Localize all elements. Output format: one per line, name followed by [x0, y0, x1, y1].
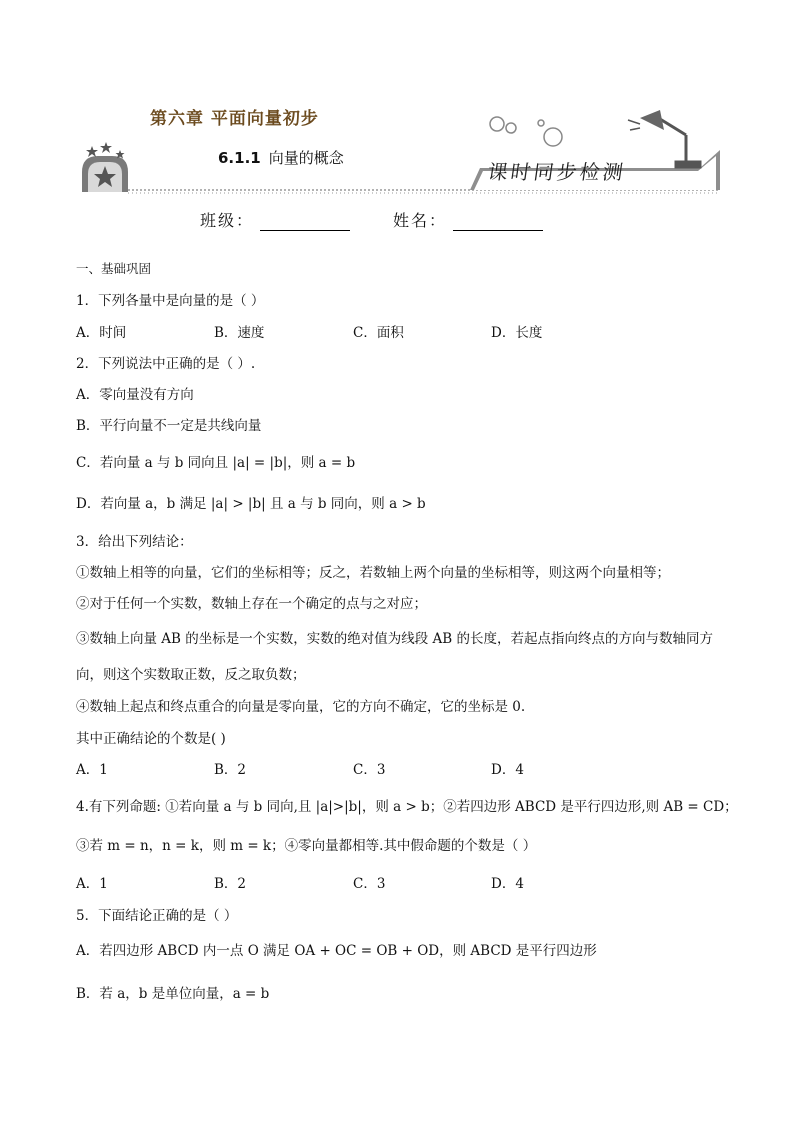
- q5-stem: 5．下面结论正确的是（ ）: [76, 908, 238, 924]
- q4-option-a: A．1: [76, 876, 108, 892]
- q2-option-a: A．零向量没有方向: [76, 387, 194, 403]
- q3-option-a: A．1: [76, 762, 108, 778]
- q5-option-b: B．若 a，b 是单位向量，a = b: [76, 986, 270, 1002]
- q3-option-c: C．3: [353, 762, 386, 778]
- q4-option-d: D．4: [491, 876, 524, 892]
- q2-option-d: D．若向量 a，b 满足 |a| > |b| 且 a 与 b 同向，则 a > b: [76, 496, 426, 512]
- section-name: 向量的概念: [268, 149, 344, 167]
- q1-option-a: A．时间: [76, 325, 127, 341]
- q3-option-d: D．4: [491, 762, 524, 778]
- header-banner: [0, 0, 794, 200]
- name-blank[interactable]: [453, 212, 543, 231]
- q2-option-c: C．若向量 a 与 b 同向且 |a| = |b|，则 a = b: [76, 455, 356, 471]
- q2-stem: 2．下列说法中正确的是（ ）.: [76, 356, 256, 372]
- section-number: 6.1.1: [218, 149, 261, 167]
- q4-option-c: C．3: [353, 876, 386, 892]
- q4-option-b: B．2: [214, 876, 247, 892]
- brand-title: 课时同步检测: [486, 160, 628, 184]
- desk-lamp-icon: [628, 110, 700, 167]
- q4-line-1: 4.有下列命题: ①若向量 a 与 b 同向,且 |a|>|b|，则 a > b；②若四边形 ABCD 是平行四边形,则 AB = CD；: [76, 799, 738, 815]
- section-title: [218, 147, 344, 168]
- class-label: 班级：: [200, 211, 255, 230]
- q5-option-a: A．若四边形 ABCD 内一点 O 满足 OA + OC = OB + OD，则 ABCD 是平行四边形: [76, 943, 597, 959]
- bubbles-icon: [490, 117, 562, 146]
- class-blank[interactable]: [260, 212, 350, 231]
- q3-statement-2: ②对于任何一个实数，数轴上存在一个确定的点与之对应；: [76, 596, 427, 612]
- class-field: [200, 208, 350, 231]
- q2-option-b: B．平行向量不一定是共线向量: [76, 418, 262, 434]
- q3-statement-4: ④数轴上起点和终点重合的向量是零向量，它的方向不确定，它的坐标是 0.: [76, 699, 526, 715]
- q3-ask: 其中正确结论的个数是( ): [76, 731, 226, 747]
- q3-statement-1: ①数轴上相等的向量，它们的坐标相等；反之，若数轴上两个向量的坐标相等，则这两个向量相等；: [76, 565, 670, 581]
- name-label: 姓名：: [393, 211, 448, 230]
- q1-option-c: C．面积: [353, 325, 404, 341]
- q1-stem: 1．下列各量中是向量的是（ ）: [76, 293, 265, 309]
- q3-statement-3: ③数轴上向量 AB 的坐标是一个实数，实数的绝对值为线段 AB 的长度，若起点指向终点的方向与数轴同方: [76, 631, 714, 647]
- chapter-title: 第六章 平面向量初步: [150, 109, 319, 129]
- star-badge-icon: [82, 142, 128, 192]
- q3-statement-3-cont: 向，则这个实数取正数，反之取负数；: [76, 667, 306, 683]
- q3-option-b: B．2: [214, 762, 247, 778]
- q3-stem: 3．给出下列结论：: [76, 534, 193, 550]
- q1-option-b: B．速度: [214, 325, 265, 341]
- q1-option-d: D．长度: [491, 325, 543, 341]
- section-heading: 一、基础巩固: [76, 261, 152, 276]
- q4-line-2: ③若 m = n，n = k，则 m = k；④零向量都相等.其中假命题的个数是（ ）: [76, 838, 537, 854]
- name-field: [393, 208, 543, 231]
